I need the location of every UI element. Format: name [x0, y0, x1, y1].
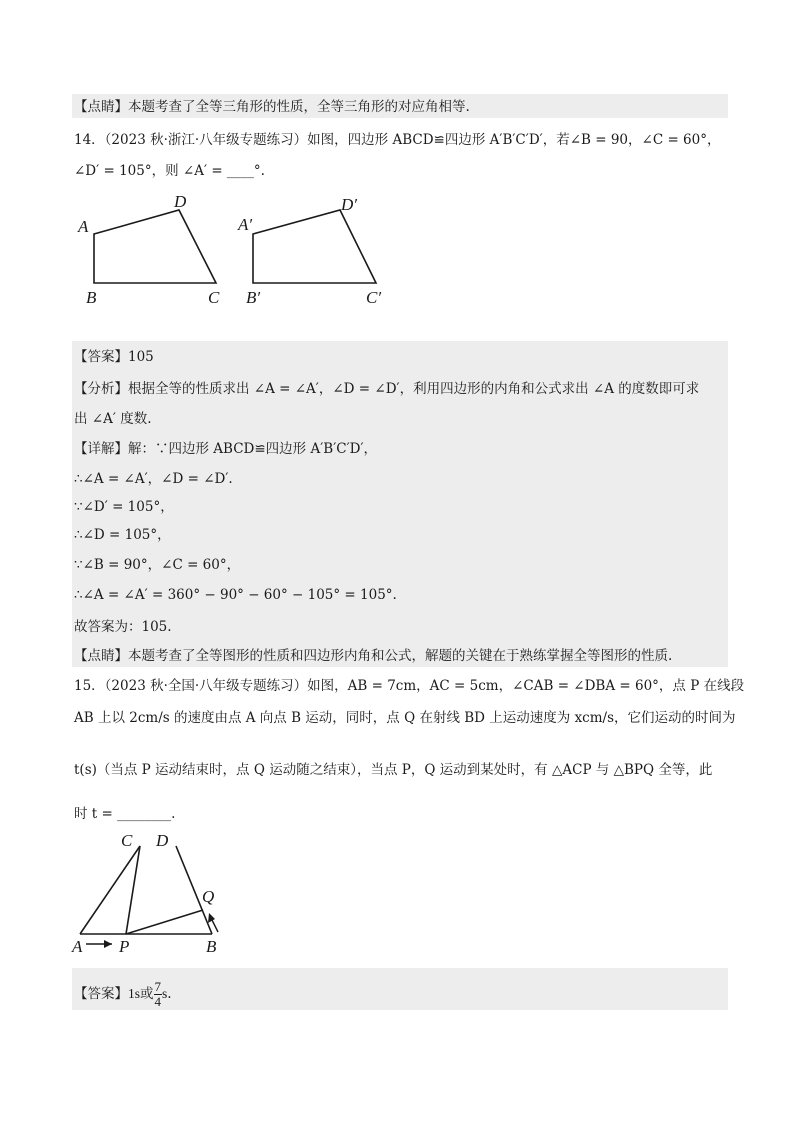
label-q: Q [202, 887, 215, 906]
a15-end: . [167, 986, 172, 1002]
a15-unit: s [162, 986, 168, 1001]
label-d: D [174, 192, 187, 211]
a14-detail-line1: 【详解】解：∵四边形 ABCD≌四边形 A′B′C′D′， [74, 441, 378, 457]
a14-detail-line2: ∴∠A = ∠A′，∠D = ∠D′. [74, 471, 233, 487]
q14-line2: ∠D′ = 105°，则 ∠A′ = ____°. [74, 163, 265, 179]
a15-frac-den: 4 [154, 994, 162, 1009]
a14-detail-line3: ∵∠D′ = 105°， [74, 499, 174, 515]
a15-frac-num: 7 [154, 979, 162, 994]
label-d: D [156, 831, 169, 850]
label-c: C [121, 831, 133, 850]
a14-analysis-line2: 出 ∠A′ 度数. [74, 411, 152, 427]
q15-line2: AB 上以 2cm/s 的速度由点 A 向点 B 运动，同时，点 Q 在射线 BD 上运动速度为 xcm/s，它们运动的时间为 [74, 710, 736, 726]
label-c: C [208, 288, 220, 307]
a15-fraction [154, 980, 163, 1009]
a15-prefix: 【答案】 [74, 986, 128, 1002]
q15-line4: 时 t = ________. [74, 806, 176, 822]
a15-value1: 1s [128, 986, 141, 1001]
label-a: A [72, 937, 83, 956]
label-p: P [119, 937, 130, 956]
quadrilateral-a-prime [237, 195, 381, 307]
label-b: B [206, 937, 217, 956]
label-a-prime: A′ [238, 215, 253, 234]
a14-detail-line6: ∴∠A = ∠A′ = 360° − 90° − 60° − 105° = 105°. [74, 587, 397, 603]
a15-answer [74, 980, 172, 1009]
a14-detail-line7: 故答案为：105. [74, 619, 172, 635]
a15-or: 或 [140, 986, 154, 1002]
quadrilateral-abcd [77, 192, 220, 307]
a14-point: 【点睛】本题考查了全等图形的性质和四边形内角和公式，解题的关键在于熟练掌握全等图形的性质. [74, 648, 673, 664]
a14-detail-line4: ∴∠D = 105°， [74, 527, 171, 543]
label-d-prime: D′ [341, 195, 357, 214]
triangle-figure [71, 831, 218, 956]
q14-figure [70, 188, 450, 313]
label-b: B [86, 288, 97, 307]
a14-answer: 【答案】105 [74, 349, 154, 365]
label-a: A [78, 217, 89, 236]
q15-line1: 15．（2023 秋·全国·八年级专题练习）如图，AB = 7cm，AC = 5cm，∠CAB = ∠DBA = 60°，点 P 在线段 [74, 678, 745, 694]
label-b-prime: B′ [246, 288, 261, 307]
label-c-prime: C′ [366, 288, 382, 307]
q14-line1: 14．（2023 秋·浙江·八年级专题练习）如图，四边形 ABCD≌四边形 A′B′C′D′，若∠B = 90，∠C = 60°， [74, 132, 721, 148]
q15-figure [68, 826, 238, 958]
q15-line3: t(s)（当点 P 运动结束时，点 Q 运动随之结束），当点 P，Q 运动到某处时，有 △ACP 与 △BPQ 全等，此 [74, 762, 713, 778]
prev-point-text: 【点睛】本题考查了全等三角形的性质，全等三角形的对应角相等. [74, 99, 470, 115]
a14-analysis-line1: 【分析】根据全等的性质求出 ∠A = ∠A′，∠D = ∠D′，利用四边形的内角和公式求出 ∠A 的度数即可求 [74, 381, 700, 397]
a14-detail-line5: ∵∠B = 90°，∠C = 60°， [74, 557, 241, 573]
